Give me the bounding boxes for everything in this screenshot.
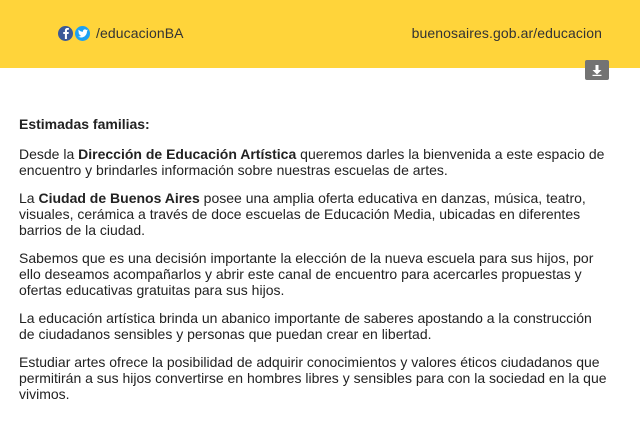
paragraph-2-bold: Ciudad de Buenos Aires xyxy=(38,190,200,206)
greeting: Estimadas familias: xyxy=(19,116,150,132)
paragraph-1-bold: Dirección de Educación Artística xyxy=(78,146,297,162)
download-button[interactable] xyxy=(585,60,609,80)
paragraph-2 xyxy=(19,190,609,238)
twitter-icon[interactable] xyxy=(75,26,90,41)
paragraph-3: Sabemos que es una decisión importante la elección de la nueva escuela para sus hijos, por ello deseamos acompañarlos y abrir este canal de encuentro para acercarles propuestas y ofertas educativas gratuitas para sus hijos. xyxy=(19,250,594,298)
site-url-link[interactable]: buenosaires.gob.ar/educacion xyxy=(411,25,602,41)
paragraph-4: La educación artística brinda un abanico importante de saberes apostando a la construcción de ciudadanos sensibles y personas que puedan crear en libertad. xyxy=(19,310,592,342)
download-icon xyxy=(592,65,602,76)
letter-body xyxy=(19,116,609,414)
paragraph-2-text-start: La xyxy=(19,190,39,206)
paragraph-5: Estudiar artes ofrece la posibilidad de adquirir conocimientos y valores éticos ciudadanos que permitirán a sus hijos convertirse en hombres libres y sensibles para con la sociedad en la que vivimos. xyxy=(19,354,607,402)
paragraph-2-text-end: posee una amplia oferta educativa en danzas, música, teatro, visuales, cerámica a través de doce escuelas de Educación Media, ubicadas en diferentes barrios de la ciudad. xyxy=(19,190,586,238)
facebook-icon[interactable] xyxy=(58,26,73,41)
header-banner xyxy=(0,0,640,68)
social-links xyxy=(58,25,184,41)
social-handle-link[interactable]: /educacionBA xyxy=(96,25,184,41)
paragraph-1-text-end: queremos darles la bienvenida a este espacio de encuentro y brindarles información sobre nuestras escuelas de artes. xyxy=(19,146,605,178)
paragraph-1 xyxy=(19,146,609,178)
paragraph-1-text-start: Desde la xyxy=(19,146,79,162)
